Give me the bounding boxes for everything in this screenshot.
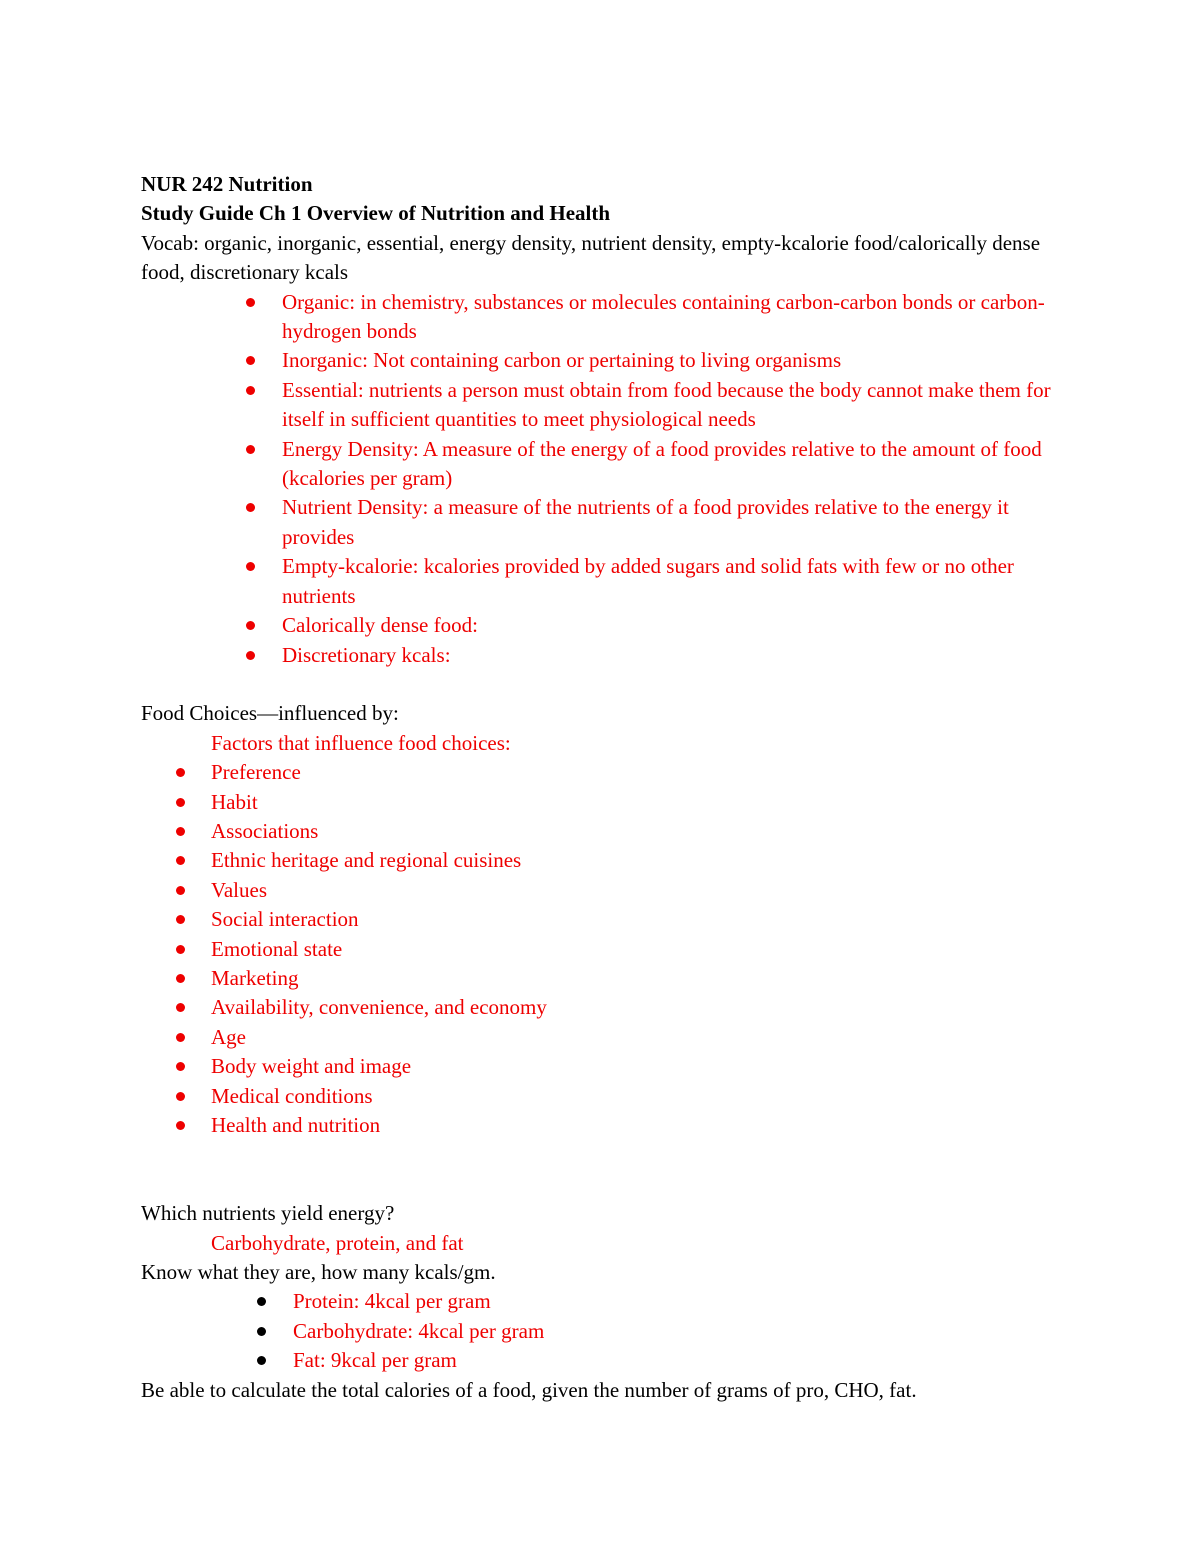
factor-item-text: Values [211,877,267,902]
factor-item [141,935,1076,964]
vocab-item-text: Discretionary kcals: [282,642,451,667]
vocab-item [141,493,1076,552]
factor-item-text: Marketing [211,965,299,990]
factors-heading: Factors that influence food choices: [211,730,511,755]
bullet-icon [176,827,185,836]
blank-line [141,670,1076,699]
bullet-icon [246,356,255,365]
factor-item [141,905,1076,934]
document-title: NUR 242 Nutrition [141,172,313,196]
blank-line [141,1170,1076,1199]
vocab-list [141,288,1076,670]
factor-item [141,1023,1076,1052]
bullet-icon [176,1062,185,1071]
vocab-intro: Vocab: organic, inorganic, essential, energy density, nutrient density, empty-kcalorie food/calorically dense food, discretionary kcals [141,230,1041,285]
vocab-item [141,552,1076,611]
factor-item [141,993,1076,1022]
factor-item [141,1052,1076,1081]
kcal-instruction: Know what they are, how many kcals/gm. [141,1259,496,1284]
vocab-item-text: Energy Density: A measure of the energy of a food provides relative to the amount of food (kcalories per gram) [282,436,1042,491]
bullet-icon [176,915,185,924]
bullet-icon [176,945,185,954]
factor-item-text: Preference [211,760,301,785]
bullet-icon [176,886,185,895]
factor-item [141,1111,1076,1140]
vocab-item [141,288,1076,347]
factor-item-text: Availability, convenience, and economy [211,995,547,1020]
energy-answer: Carbohydrate, protein, and fat [211,1230,464,1255]
kcal-item-text: Fat: 9kcal per gram [293,1348,457,1373]
factor-item-text: Habit [211,789,258,814]
bullet-icon [176,1092,185,1101]
factor-item-text: Age [211,1024,246,1049]
factor-item [141,758,1076,787]
bullet-icon [176,1033,185,1042]
document-subtitle: Study Guide Ch 1 Overview of Nutrition and Health [141,201,611,226]
bullet-icon [176,974,185,983]
blank-line [141,1140,1076,1169]
factor-item [141,817,1076,846]
energy-question: Which nutrients yield energy? [141,1201,395,1226]
vocab-item-text: Calorically dense food: [282,613,478,638]
factor-item-text: Associations [211,818,319,843]
kcal-list [141,1287,1076,1375]
vocab-item-text: Essential: nutrients a person must obtain from food because the body cannot make them for itself in sufficient quantities to meet physiological needs [282,377,1051,432]
bullet-icon [176,768,185,777]
bullet-icon [257,1327,266,1336]
bullet-icon [246,621,255,630]
vocab-item [141,611,1076,640]
factor-item-text: Body weight and image [211,1054,412,1079]
vocab-item-text: Empty-kcalorie: kcalories provided by added sugars and solid fats with few or no other nutrients [282,554,1014,608]
vocab-item-text: Organic: in chemistry, substances or molecules containing carbon-carbon bonds or carbon-hydrogen bonds [282,289,1045,344]
factor-item-text: Ethnic heritage and regional cuisines [211,848,522,873]
bullet-icon [246,651,255,660]
document-page [141,170,1076,1405]
factor-item [141,788,1076,817]
bullet-icon [176,856,185,865]
vocab-item [141,346,1076,375]
bullet-icon [176,1003,185,1012]
factor-item [141,964,1076,993]
bullet-icon [246,503,255,512]
bullet-icon [176,1121,185,1130]
factor-item [141,846,1076,875]
factor-item-text: Health and nutrition [211,1112,381,1137]
vocab-item [141,435,1076,494]
bullet-icon [176,798,185,807]
bullet-icon [246,562,255,571]
bullet-icon [246,298,255,307]
final-instruction: Be able to calculate the total calories of a food, given the number of grams of pro, CHO, fat. [141,1377,917,1402]
kcal-item-text: Protein: 4kcal per gram [293,1289,491,1314]
vocab-item-text: Nutrient Density: a measure of the nutrients of a food provides relative to the energy it provides [282,495,1009,549]
factors-list [141,758,1076,1140]
kcal-item [141,1346,1076,1375]
factor-item [141,876,1076,905]
vocab-item [141,376,1076,435]
food-choices-heading: Food Choices—influenced by: [141,701,399,726]
bullet-icon [257,1356,266,1365]
factor-item-text: Medical conditions [211,1083,373,1108]
bullet-icon [246,386,255,395]
kcal-item [141,1287,1076,1316]
factor-item-text: Emotional state [211,936,343,961]
vocab-item-text: Inorganic: Not containing carbon or pertaining to living organisms [282,348,842,373]
bullet-icon [257,1297,266,1306]
factor-item [141,1082,1076,1111]
kcal-item-text: Carbohydrate: 4kcal per gram [293,1318,545,1343]
factor-item-text: Social interaction [211,907,359,932]
bullet-icon [246,445,255,454]
kcal-item [141,1317,1076,1346]
vocab-item [141,641,1076,670]
